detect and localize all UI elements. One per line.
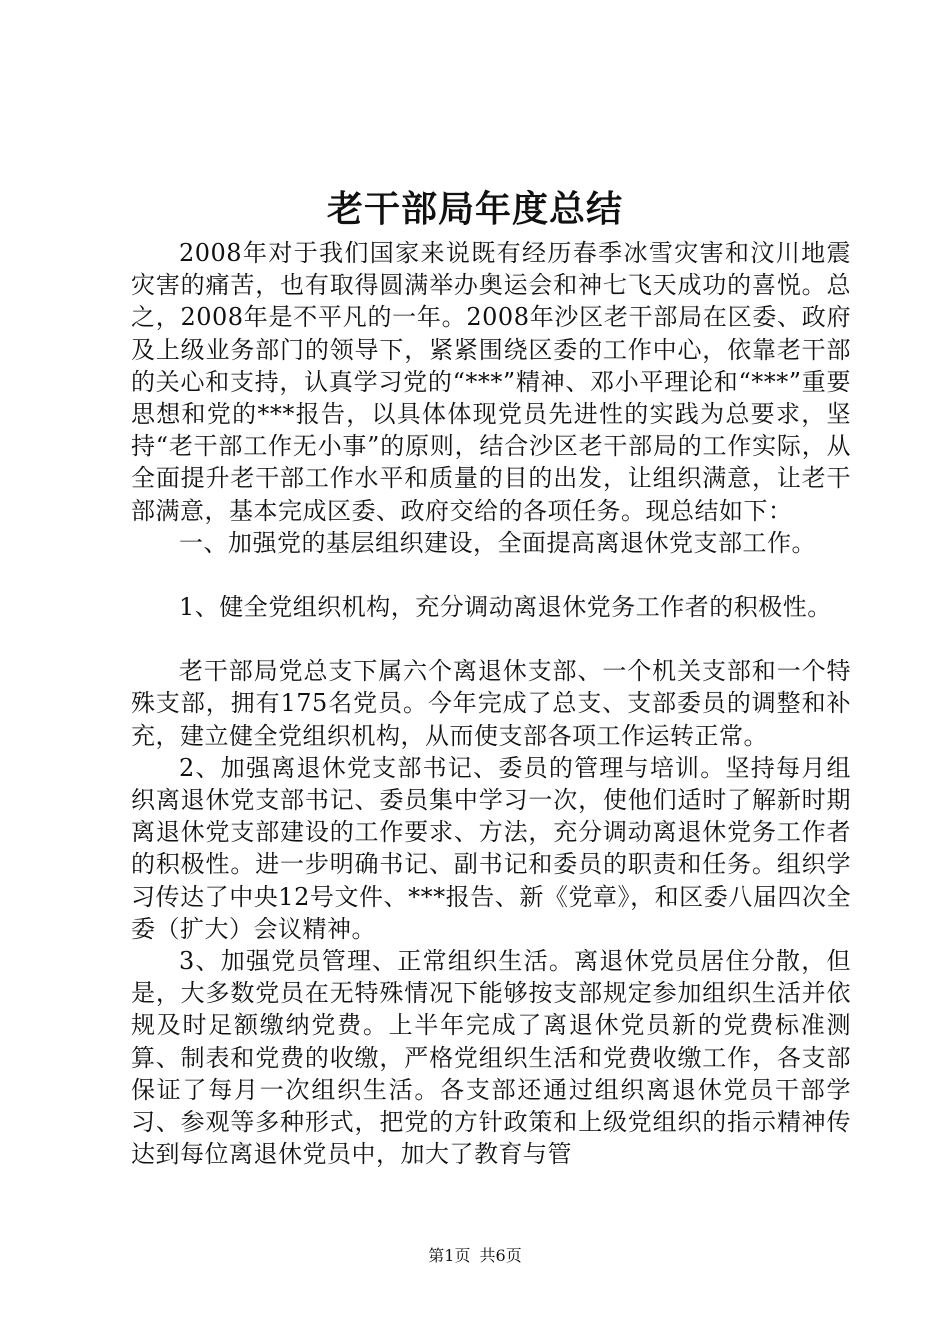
paragraph-branches: 老干部局党总支下属六个离退休支部、一个机关支部和一个特殊支部，拥有175名党员。今年完成了总支、支部委员的调整和补充，建立健全党组织机构，从而使支部各项工作运转正常。: [131, 657, 851, 750]
page-total: 共6页: [479, 1246, 522, 1265]
paragraph-training: 2、加强离退休党支部书记、委员的管理与培训。坚持每月组织离退休党支部书记、委员集中学习一次，使他们适时了解新时期离退休党支部建设的工作要求、方法，充分调动离退休党务工作者的积极性。进一步明确书记、副书记和委员的职责和任务。组织学习传达了中央12号文件、***报告、新《党章》，和区委八届四次全委（扩大）会议精神。: [131, 753, 851, 943]
document-title: 老干部局年度总结: [326, 188, 623, 230]
page-footer: [0, 1246, 950, 1266]
subheading-1: 1、健全党组织机构，充分调动离退休党务工作者的积极性。: [179, 593, 832, 622]
paragraph-intro: 2008年对于我们国家来说既有经历春季冰雪灾害和汶川地震灾害的痛苦，也有取得圆满举办奥运会和神七飞天成功的喜悦。总之，2008年是不平凡的一年。2008年沙区老干部局在区委、政府及上级业务部门的领导下，紧紧围绕区委的工作中心，依靠老干部的关心和支持，认真学习党的“***”精神、邓小平理论和“***”重要思想和党的***报告，以具体体现党员先进性的实践为总要求，坚持“老干部工作无小事”的原则，结合沙区老干部局的工作实际，从全面提升老干部工作水平和质量的目的出发，让组织满意，让老干部满意，基本完成区委、政府交给的各项任务。现总结如下：: [131, 239, 851, 525]
page-number: 第1页: [428, 1246, 471, 1265]
document-body: [131, 237, 851, 1170]
section-heading-1: 一、加强党的基层组织建设，全面提高离退休党支部工作。: [179, 528, 816, 557]
paragraph-management: 3、加强党员管理、正常组织生活。离退休党员居住分散，但是，大多数党员在无特殊情况下能够按支部规定参加组织生活并依规及时足额缴纳党费。上半年完成了离退休党员新的党费标准测算、制表和党费的收缴，严格党组织生活和党费收缴工作，各支部保证了每月一次组织生活。各支部还通过组织离退休党员干部学习、参观等多种形式，把党的方针政策和上级党组织的指示精神传达到每位离退休党员中，加大了教育与管: [131, 947, 851, 1169]
